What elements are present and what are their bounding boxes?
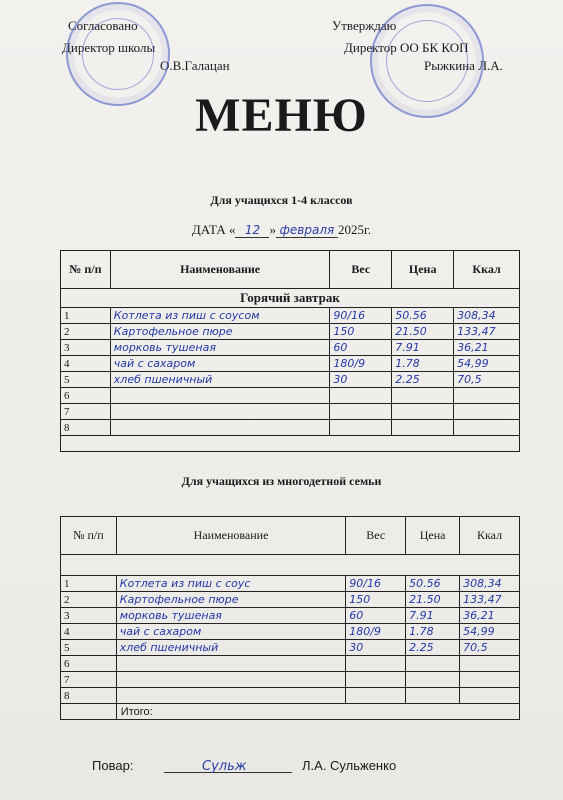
dish-price xyxy=(406,688,460,704)
row-number: 2 xyxy=(61,592,117,608)
dish-price: 2.25 xyxy=(406,640,460,656)
table-row xyxy=(61,576,520,592)
dish-kcal: 36,21 xyxy=(454,340,520,356)
table-row xyxy=(61,592,520,608)
dish-kcal xyxy=(454,388,520,404)
dish-weight: 30 xyxy=(346,640,406,656)
dish-weight xyxy=(330,420,392,436)
col-header-kcal: Ккал xyxy=(454,251,520,289)
dish-name xyxy=(110,388,330,404)
dish-name xyxy=(110,420,330,436)
approval-left-title: Согласовано xyxy=(68,18,138,33)
dish-name xyxy=(110,404,330,420)
dish-price xyxy=(406,656,460,672)
col-header-weight: Вес xyxy=(330,251,392,289)
dish-weight: 90/16 xyxy=(346,576,406,592)
dish-kcal: 308,34 xyxy=(454,308,520,324)
dish-name: Картофельное пюре xyxy=(110,324,330,340)
dish-price: 21.50 xyxy=(406,592,460,608)
table-row xyxy=(61,372,520,388)
approval-right-title: Утверждаю xyxy=(332,18,397,33)
table-row xyxy=(61,624,520,640)
dish-kcal: 133,47 xyxy=(454,324,520,340)
table-row xyxy=(61,388,520,404)
dish-name: чай с сахаром xyxy=(110,356,330,372)
dish-kcal: 308,34 xyxy=(460,576,520,592)
total-num-cell xyxy=(61,704,117,720)
col-header-price: Цена xyxy=(392,251,454,289)
table-row xyxy=(61,324,520,340)
dish-price: 7.91 xyxy=(406,608,460,624)
dish-weight: 90/16 xyxy=(330,308,392,324)
dish-name: хлеб пшеничный xyxy=(110,372,330,388)
dish-price xyxy=(392,388,454,404)
col-header-num: № п/п xyxy=(61,251,111,289)
col-header-kcal: Ккал xyxy=(460,517,520,555)
dish-kcal xyxy=(454,404,520,420)
dish-name: чай с сахаром xyxy=(116,624,346,640)
approval-right-name: Рыжкина Л.А. xyxy=(424,58,503,73)
dish-weight xyxy=(346,688,406,704)
date-prefix: ДАТА « xyxy=(191,222,236,237)
subtitle-grades: Для учащихся 1-4 классов xyxy=(210,193,353,207)
dish-name: морковь тушеная xyxy=(110,340,330,356)
row-number: 3 xyxy=(61,608,117,624)
col-header-num: № п/п xyxy=(61,517,117,555)
row-number: 2 xyxy=(61,324,111,340)
dish-kcal: 36,21 xyxy=(460,608,520,624)
dish-kcal xyxy=(460,688,520,704)
row-number: 4 xyxy=(61,356,111,372)
dish-kcal: 133,47 xyxy=(460,592,520,608)
table-row xyxy=(61,356,520,372)
date-month: февраля xyxy=(276,223,338,238)
dish-price: 2.25 xyxy=(392,372,454,388)
dish-kcal xyxy=(460,672,520,688)
cook-name: Л.А. Сульженко xyxy=(302,758,397,773)
table-row xyxy=(61,688,520,704)
dish-weight xyxy=(346,672,406,688)
menu-date xyxy=(0,222,563,238)
dish-name: Котлета из пиш с соус xyxy=(116,576,346,592)
dish-name xyxy=(116,656,346,672)
cook-label: Повар: xyxy=(92,758,134,773)
dish-name xyxy=(116,672,346,688)
dish-price: 1.78 xyxy=(406,624,460,640)
subtitle-large-family: Для учащихся из многодетной семьи xyxy=(181,474,382,488)
dish-weight xyxy=(330,388,392,404)
table-row xyxy=(61,404,520,420)
table-row xyxy=(61,340,520,356)
table-row xyxy=(61,608,520,624)
dish-price xyxy=(392,420,454,436)
col-header-name: Наименование xyxy=(110,251,330,289)
total-label: Итого: xyxy=(116,704,519,720)
dish-kcal xyxy=(454,420,520,436)
dish-weight xyxy=(330,404,392,420)
row-number: 1 xyxy=(61,576,117,592)
row-number: 7 xyxy=(61,404,111,420)
dish-name: морковь тушеная xyxy=(116,608,346,624)
col-header-price: Цена xyxy=(406,517,460,555)
table-row xyxy=(61,308,520,324)
dish-name xyxy=(116,688,346,704)
dish-kcal: 54,99 xyxy=(460,624,520,640)
table-blank-row xyxy=(61,436,520,452)
row-number: 3 xyxy=(61,340,111,356)
approval-left-position: Директор школы xyxy=(62,40,156,55)
dish-price: 21.50 xyxy=(392,324,454,340)
dish-price: 7.91 xyxy=(392,340,454,356)
date-suffix: 2025г. xyxy=(337,222,372,237)
col-header-weight: Вес xyxy=(346,517,406,555)
section-hot-breakfast: Горячий завтрак xyxy=(61,289,520,308)
dish-kcal: 70,5 xyxy=(454,372,520,388)
row-number: 6 xyxy=(61,388,111,404)
table-blank-row xyxy=(61,555,520,576)
table-row xyxy=(61,640,520,656)
row-number: 7 xyxy=(61,672,117,688)
dish-weight: 180/9 xyxy=(346,624,406,640)
table-row xyxy=(61,656,520,672)
dish-name: Котлета из пиш с соусом xyxy=(110,308,330,324)
dish-weight: 60 xyxy=(330,340,392,356)
row-number: 5 xyxy=(61,372,111,388)
table-row xyxy=(61,420,520,436)
col-header-name: Наименование xyxy=(116,517,346,555)
approval-left-name: О.В.Галацан xyxy=(160,58,230,73)
row-number: 8 xyxy=(61,420,111,436)
row-number: 8 xyxy=(61,688,117,704)
date-day: 12 xyxy=(235,223,269,238)
dish-price: 1.78 xyxy=(392,356,454,372)
dish-kcal xyxy=(460,656,520,672)
row-number: 6 xyxy=(61,656,117,672)
date-mid: » xyxy=(269,222,276,237)
dish-weight: 180/9 xyxy=(330,356,392,372)
dish-name: хлеб пшеничный xyxy=(116,640,346,656)
dish-price: 50.56 xyxy=(392,308,454,324)
menu-table-primary xyxy=(60,250,520,452)
menu-table-large-family xyxy=(60,516,520,720)
dish-kcal: 70,5 xyxy=(460,640,520,656)
dish-price xyxy=(406,672,460,688)
dish-weight: 60 xyxy=(346,608,406,624)
dish-kcal: 54,99 xyxy=(454,356,520,372)
dish-price: 50.56 xyxy=(406,576,460,592)
dish-weight: 150 xyxy=(346,592,406,608)
dish-weight xyxy=(346,656,406,672)
row-number: 4 xyxy=(61,624,117,640)
row-number: 1 xyxy=(61,308,111,324)
cook-signature-line xyxy=(164,758,292,773)
dish-name: Картофельное пюре xyxy=(116,592,346,608)
dish-weight: 30 xyxy=(330,372,392,388)
dish-weight: 150 xyxy=(330,324,392,340)
table-row xyxy=(61,672,520,688)
cook-signature: Сульж xyxy=(202,759,247,774)
approval-right-position: Директор ОО БК КОП xyxy=(344,40,469,55)
page-title: МЕНЮ xyxy=(195,89,368,142)
row-number: 5 xyxy=(61,640,117,656)
dish-price xyxy=(392,404,454,420)
